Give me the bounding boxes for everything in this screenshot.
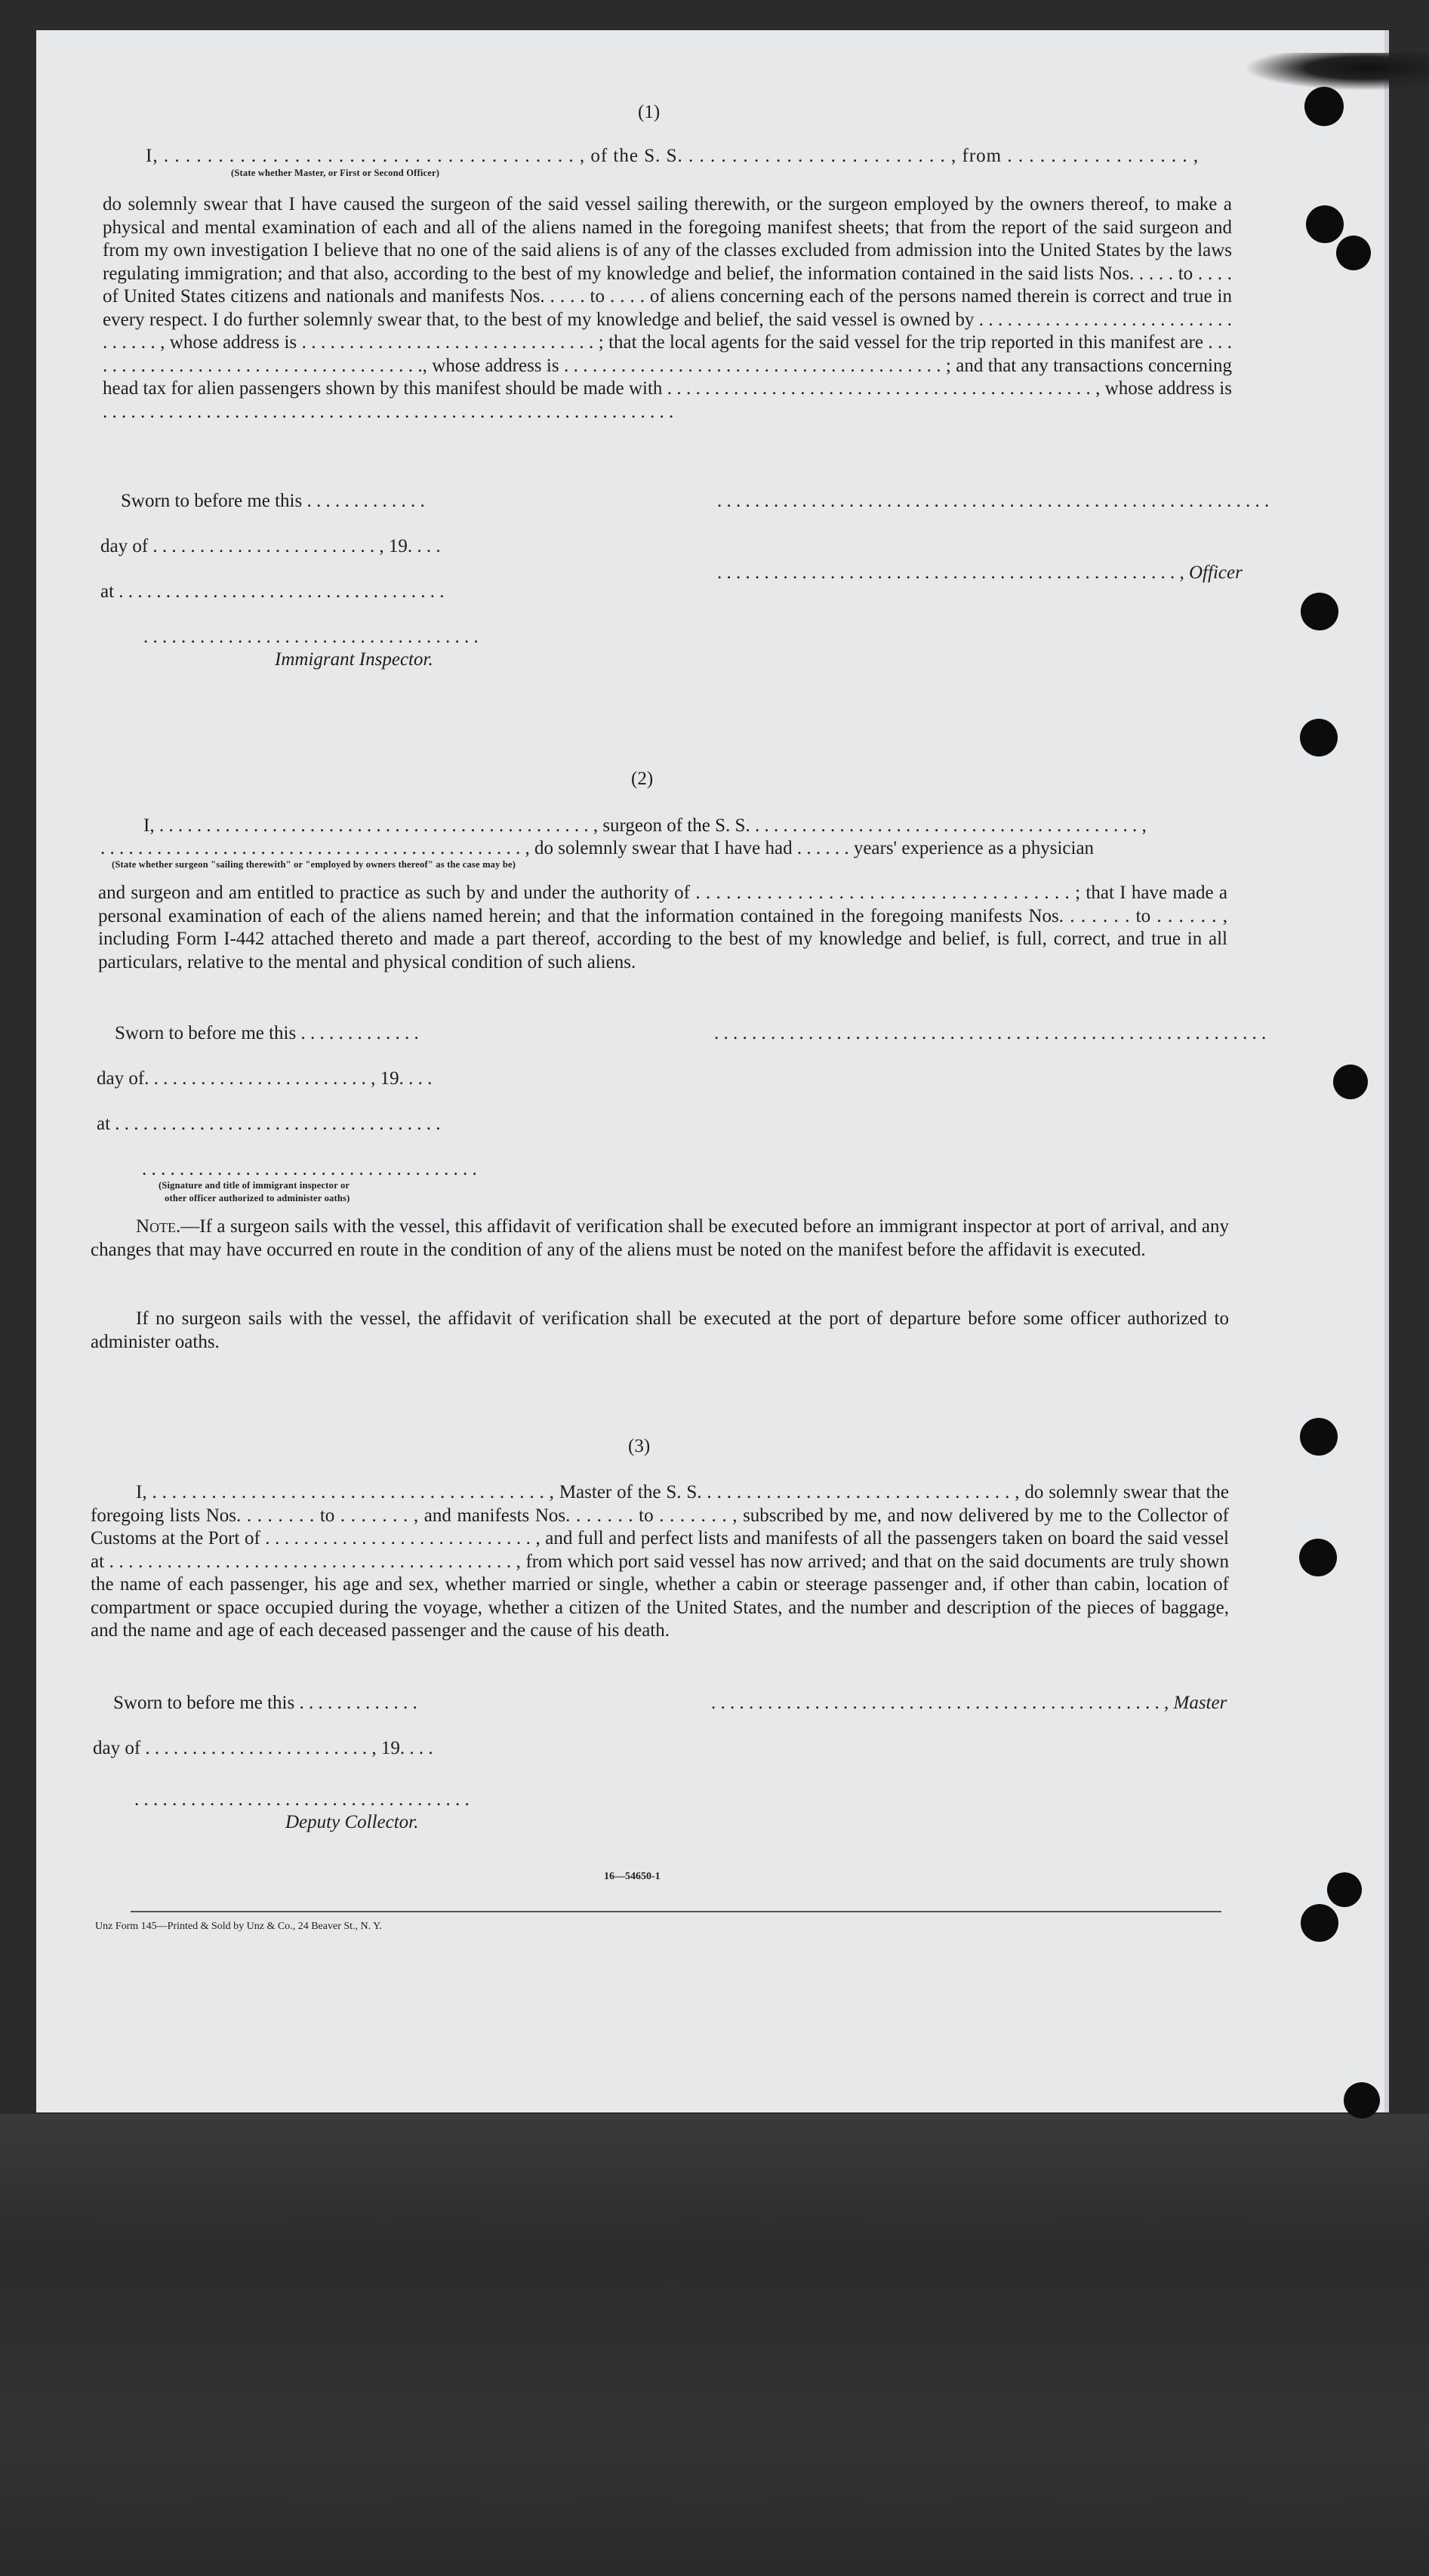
punch-hole — [1336, 236, 1371, 270]
section-3-master-dots: . . . . . . . . . . . . . . . . . . . . . . . . . . . . . . . . . . . . . . . . . . . . . . . . , — [711, 1693, 1174, 1713]
section-2-oath-text: and surgeon and am entitled to practice as such by and under the authority of . . . . . . . . . . . . . . . . . . . . . . . . . . . . . . . . . . . . . ; that I have made a personal examination of each of the aliens named herein; and that the information contained in the foregoing manifests Nos. . . . . . . to . . . . . . , including Form I-442 attached thereto and made a part thereof, according to the best of my knowledge and belief, is full, correct, and true in all particulars, relative to the mental and physical condition of such aliens. — [98, 883, 1227, 972]
section-3-collector-signature-line: . . . . . . . . . . . . . . . . . . . . . . . . . . . . . . . . . . . . — [134, 1789, 470, 1810]
section-2-caption: (State whether surgeon "sailing therewith" or "employed by owners thereof" as the case may be) — [112, 859, 516, 870]
punch-hole — [1306, 205, 1344, 243]
section-1-sworn-line: Sworn to before me this . . . . . . . . . . . . . — [121, 491, 425, 511]
section-3-master-line — [711, 1693, 1227, 1714]
section-3-collector-label: Deputy Collector. — [285, 1812, 419, 1832]
section-2-at-line: at . . . . . . . . . . . . . . . . . . . . . . . . . . . . . . . . . . . — [97, 1114, 441, 1134]
section-1-inspector-label: Immigrant Inspector. — [275, 649, 433, 670]
note-label: Note. — [136, 1216, 181, 1237]
section-1-oath-text: do solemnly swear that I have caused the surgeon of the said vessel sailing therewith, or the surgeon employed by the owners thereof, to make a physical and mental examination of each and all of the aliens named in the foregoing manifest sheets; that from the report of the said surgeon and from my own investigation I believe that no one of the said aliens is of any of the classes excluded from admission into the United States by the laws regulating immigration; and that also, according to the best of my knowledge and belief, the information contained in the said lists Nos. . . . . to . . . . of United States citizens and nationals and manifests Nos. . . . . to . . . . of aliens concerning each of the persons named therein is correct and true in every respect. I do further solemnly swear that, to the best of my knowledge and belief, the said vessel is owned by . . . . . . . . . . . . . . . . . . . . . . . . . . . . . . . . . , whose address is . . . . . . . . . . . . . . . . . . . . . . . . . . . . . . . ; that the local agents for the said vessel for the trip reported in this manifest are . . . . . . . . . . . . . . . . . . . . . . . . . . . . . . . . . . . . ., whose address is . . . . . . . . . . . . . . . . . . . . . . . . . . . . . . . . . . . . . . . . ; and that any transactions concerning head tax for alien passengers shown by this manifest should be made with . . . . . . . . . . . . . . . . . . . . . . . . . . . . . . . . . . . . . . . . . . . . . , whose address is . . . . . . . . . . . . . . . . . . . . . . . . . . . . . . . . . . . . . . . . . . . . . . . . . . . . . . . . . . . . . — [103, 194, 1232, 422]
scan-background — [0, 2114, 1429, 2576]
section-2-right-signature-line: . . . . . . . . . . . . . . . . . . . . . . . . . . . . . . . . . . . . . . . . . . . . . . . . . . . . . . . . . . . — [714, 1023, 1267, 1043]
section-2-note — [91, 1216, 1229, 1262]
section-1-right-signature-line: . . . . . . . . . . . . . . . . . . . . . . . . . . . . . . . . . . . . . . . . . . . . . . . . . . . . . . . . . . . — [717, 491, 1270, 511]
ink-smudge — [1244, 53, 1429, 91]
section-2-signature-line: . . . . . . . . . . . . . . . . . . . . . . . . . . . . . . . . . . . . — [142, 1159, 477, 1179]
note-text: —If a surgeon sails with the vessel, this affidavit of verification shall be executed before an immigrant inspector at port of arrival, and any changes that may have occurred en route in the condition of any of the aliens must be noted on the manifest before the affidavit is executed. — [91, 1216, 1229, 1260]
section-1-officer-line — [717, 562, 1243, 584]
punch-hole — [1344, 2082, 1380, 2118]
section-1-opening-line: I, . . . . . . . . . . . . . . . . . . . . . . . . . . . . . . . . . . . . . . , of the S. S. . . . . . . . . . . . . . . . . . . . . . . . . , from . . . . . . . . . . . . . . . . . , — [146, 146, 1200, 166]
section-2-signature-caption-1: (Signature and title of immigrant inspector or — [159, 1180, 350, 1191]
section-1-inspector-signature-line: . . . . . . . . . . . . . . . . . . . . . . . . . . . . . . . . . . . . — [143, 627, 479, 647]
section-2-opening-line: I, . . . . . . . . . . . . . . . . . . . . . . . . . . . . . . . . . . . . . . . . . . . . . . , surgeon of the S. S. . . . . . . . . . . . . . . . . . . . . . . . . . . . . . . . . . . . . . . . . . , — [143, 815, 1147, 836]
section-3-oath-text: I, . . . . . . . . . . . . . . . . . . . . . . . . . . . . . . . . . . . . . . . . , Master of the S. S. . . . . . . . . . . . . . . . . . . . . . . . . . . . . . . . , do solemnly swear that the foregoing lists Nos. . . . . . . . to . . . . . . . , and manifests Nos. . . . . . . to . . . . . . . , subscribed by me, and now delivered by me to the Collector of Customs at the Port of . . . . . . . . . . . . . . . . . . . . . . . . . . . . , and full and perfect lists and manifests of all the passengers taken on board the said vessel at . . . . . . . . . . . . . . . . . . . . . . . . . . . . . . . . . . . . . . . . . . , from which port said vessel has now arrived; and that on the said documents are truly shown the name of each passenger, his age and sex, whether married or single, whether a cabin or steerage passenger and, if other than cabin, location of compartment or space occupied during the voyage, whether a citizen of the United States, and the number and description of the pieces of baggage, and the name and age of each deceased passenger and the cause of his death. — [91, 1482, 1229, 1641]
punch-hole — [1304, 87, 1344, 126]
section-1-officer-label: Officer — [1189, 562, 1243, 583]
section-1-day-line: day of . . . . . . . . . . . . . . . . . . . . . . . . , 19. . . . — [100, 536, 441, 556]
punch-hole — [1299, 1539, 1337, 1576]
punch-hole — [1301, 1904, 1338, 1942]
section-2-signature-caption-2: other officer authorized to administer oaths) — [165, 1193, 350, 1203]
section-1-caption: (State whether Master, or First or Second Officer) — [231, 168, 440, 178]
section-1-officer-dots: . . . . . . . . . . . . . . . . . . . . . . . . . . . . . . . . . . . . . . . . . . . . . . . . . , — [717, 562, 1189, 583]
section-2-number: (2) — [631, 769, 654, 789]
punch-hole — [1300, 1418, 1338, 1456]
section-1-number: (1) — [638, 102, 661, 122]
punch-hole — [1327, 1872, 1362, 1907]
section-3-sworn-line: Sworn to before me this . . . . . . . . . . . . . — [113, 1693, 417, 1713]
section-2-day-line: day of. . . . . . . . . . . . . . . . . . . . . . . . , 19. . . . — [97, 1068, 433, 1089]
form-number: 16—54650-1 — [604, 1871, 661, 1882]
footer-rule — [131, 1911, 1221, 1912]
printer-credit: Unz Form 145—Printed & Sold by Unz & Co., 24 Beaver St., N. Y. — [95, 1921, 382, 1932]
section-2-second-line: . . . . . . . . . . . . . . . . . . . . . . . . . . . . . . . . . . . . . . . . . . . . . , do solemnly swear that I have had . . . . . . years' experience as a physician — [100, 838, 1095, 858]
punch-hole — [1300, 719, 1338, 756]
manifest-form-page — [36, 30, 1389, 2112]
punch-hole — [1333, 1065, 1368, 1099]
section-3-master-label: Master — [1173, 1693, 1227, 1713]
section-3-number: (3) — [628, 1436, 651, 1456]
section-1-at-line: at . . . . . . . . . . . . . . . . . . . . . . . . . . . . . . . . . . . — [100, 581, 445, 602]
section-3-day-line: day of . . . . . . . . . . . . . . . . . . . . . . . . , 19. . . . — [93, 1738, 433, 1758]
section-2-note-2: If no surgeon sails with the vessel, the affidavit of verification shall be executed at the port of departure before some officer authorized to administer oaths. — [91, 1308, 1229, 1352]
section-2-sworn-line: Sworn to before me this . . . . . . . . . . . . . — [115, 1023, 419, 1043]
punch-hole — [1301, 593, 1338, 630]
